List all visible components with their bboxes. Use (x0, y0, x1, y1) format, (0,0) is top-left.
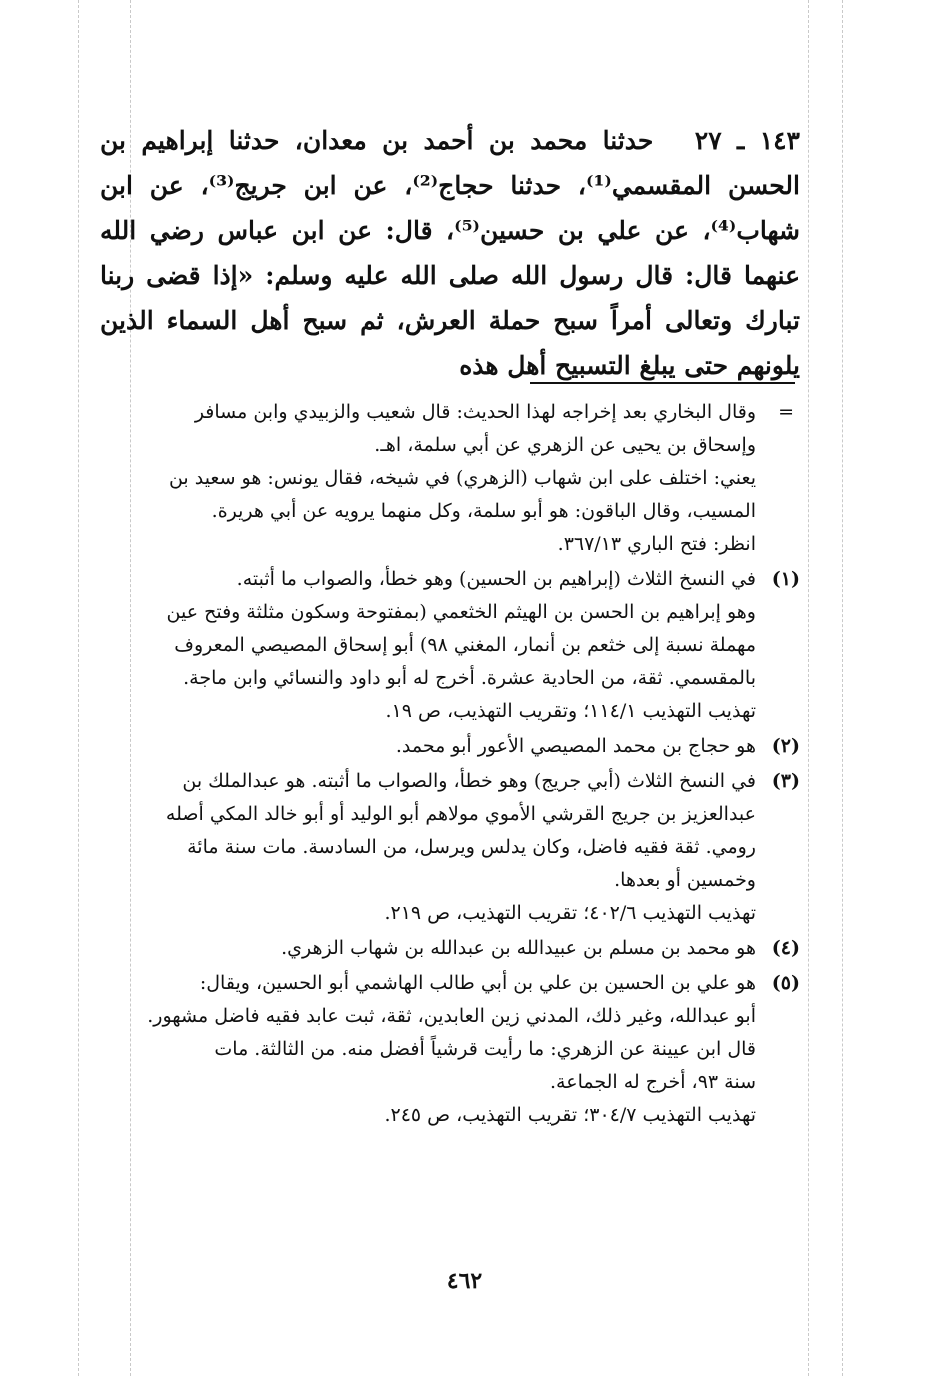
footnote-line: قال ابن عيينة عن الزهري: ما رأيت قرشياً أفضل منه. من الثالثة. مات (214, 1038, 756, 1060)
footnote-marker: (١) (771, 568, 800, 590)
footnote-marker: (٥) (771, 972, 800, 994)
footnote-line: وهو إبراهيم بن الحسن بن الهيثم الخثعمي (بمفتوحة وسكون مثلثة وفتح عين (166, 601, 756, 623)
footnote-line: مهملة نسبة إلى خثعم بن أنمار، المغني ٩٨) أبو إسحاق المصيصي المعروف (174, 634, 756, 656)
footnote-marker: (٣) (771, 770, 800, 792)
footnote-line: وإسحاق بن يحيى عن الزهري عن أبي سلمة، اهـ. (374, 434, 756, 456)
footnote-2 (100, 730, 800, 763)
page-number: ٤٦٢ (446, 1268, 483, 1294)
footnote-separator (530, 382, 795, 384)
margin-guide-right-inner (808, 0, 809, 1376)
footnote-line: تهذيب التهذيب ١١٤/١؛ وتقريب التهذيب، ص ١٩. (385, 700, 756, 722)
footnote-line: رومي. ثقة فقيه فاضل، وكان يدلس ويرسل، من السادسة. مات سنة مائة (187, 836, 756, 858)
footnote-line: هو علي بن الحسين بن علي بن أبي طالب الهاشمي أبو الحسين، ويقال: (199, 972, 756, 994)
footnote-line: في النسخ الثلاث (أبي جريج) وهو خطأ، والصواب ما أثبته. هو عبدالملك بن (182, 770, 756, 792)
hadith-line: عن علي بن حسين⁽⁵⁾، قال: عن ابن عباس رضي الله عنهما قال: قال (100, 216, 801, 290)
footnote-line: تهذيب التهذيب ٣٠٤/٧؛ تقريب التهذيب، ص ٢٤٥. (384, 1104, 756, 1126)
footnote-line: تهذيب التهذيب ٤٠٢/٦؛ تقريب التهذيب، ص ٢١٩. (384, 902, 756, 924)
footnote-line: بالمقسمي. ثقة، من الحادية عشرة. أخرج له أبو داود والنسائي وابن ماجة. (183, 667, 756, 689)
footnote-4 (100, 932, 800, 965)
footnote-5 (100, 967, 800, 1132)
footnote-line: هو حجاج بن محمد المصيصي الأعور أبو محمد. (395, 735, 756, 757)
footnotes (100, 396, 800, 1132)
footnote-line: أبو عبدالله، وغير ذلك، المدني زين العابدين، ثقة، ثبت عابد فقيه فاضل مشهور. (147, 1005, 756, 1027)
footnote-line: هو محمد بن مسلم بن عبيدالله بن عبدالله بن شهاب الزهري. (281, 937, 756, 959)
continuation-marker: = (778, 401, 794, 423)
margin-guide-right-outer (842, 0, 843, 1376)
margin-guide-left-outer (78, 0, 79, 1376)
hadith-line: حدثنا محمد بن أحمد بن معدان، حدثنا إبراهيم بن الحسن (100, 126, 800, 200)
footnote-line: وخمسين أو بعدها. (614, 869, 756, 891)
footnote-continuation (100, 396, 800, 561)
footnote-line: في النسخ الثلاث (إبراهيم بن الحسين) وهو خطأ، والصواب ما أثبته. (236, 568, 756, 590)
footnote-line: وقال البخاري بعد إخراجه لهذا الحديث: قال شعيب والزبيدي وابن مسافر (194, 401, 756, 423)
hadith-line: العرش، ثم سبح أهل السماء الذين يلونهم حتى يبلغ التسبيح أهل هذه (100, 306, 800, 380)
footnote-line: المسيب، وقال الباقون: هو أبو سلمة، وكل منهما يرويه عن أبي هريرة. (211, 500, 756, 522)
hadith-text (100, 118, 800, 388)
hadith-number: ١٤٣ ـ ٢٧ (694, 126, 800, 155)
footnote-line: انظر: فتح الباري ٣٦٧/١٣. (557, 533, 756, 555)
hadith-line: رسول الله صلى الله عليه وسلم: «إذا قضى ربنا تبارك وتعالى أمراً سبح حملة (100, 261, 800, 335)
footnote-line: سنة ٩٣، أخرج له الجماعة. (550, 1071, 756, 1093)
footnote-1 (100, 563, 800, 728)
hadith-line: المقسمي⁽¹⁾، حدثنا حجاج⁽²⁾، عن ابن جريج⁽³⁾، عن ابن شهاب⁽⁴⁾، (100, 171, 800, 245)
footnote-marker: (٢) (771, 735, 800, 757)
footnote-marker: (٤) (771, 937, 800, 959)
footnote-line: يعني: اختلف على ابن شهاب (الزهري) في شيخه، فقال يونس: هو سعيد بن (168, 467, 756, 489)
hadith-block (100, 118, 800, 388)
footnote-3 (100, 765, 800, 930)
footnote-line: عبدالعزيز بن جريج القرشي الأموي مولاهم أبو الوليد أو أبو خالد المكي أصله (165, 803, 756, 825)
